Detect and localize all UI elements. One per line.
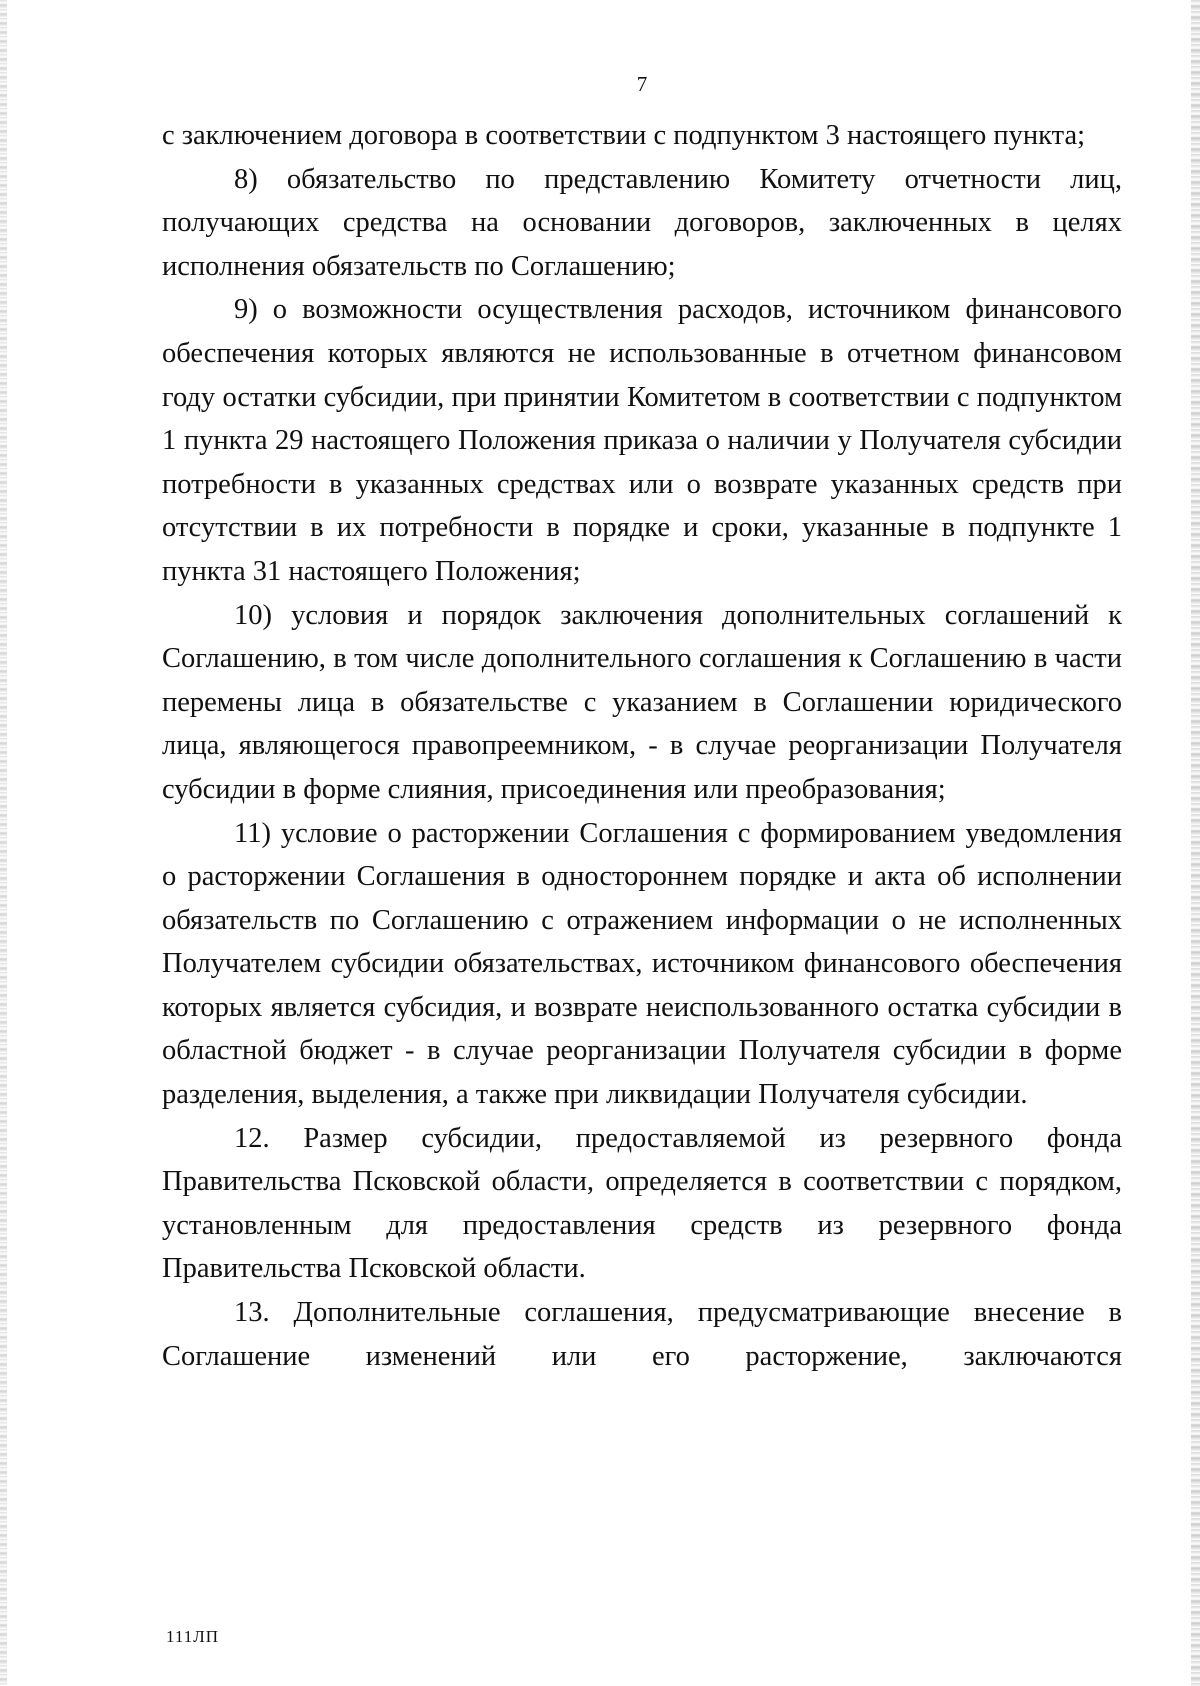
paragraph-item-9: 9) о возможности осуществления расходов, источником финансового обеспечения которых являются не использованные в отчетном финансовом году остатки субсидии, при принятии Комитетом в соответствии с подпунктом 1 пункта 29 настоящего Положения приказа о наличии у Получателя субсидии потребности в указанных средствах или о возврате указанных средств при отсутствии в их потребности в порядке и сроки, указанные в подпункте 1 пункта 31 настоящего Положения;	[162, 294, 1122, 587]
paragraph-clause-13: 13. Дополнительные соглашения, предусматривающие внесение в Соглашение изменений или его расторжение, заключаются	[162, 1297, 1122, 1372]
document-code: 111ЛП	[166, 1627, 220, 1646]
scan-edge-right	[1191, 0, 1200, 1686]
paragraph-clause-12: 12. Размер субсидии, предоставляемой из резервного фонда Правительства Псковской области, определяется в соответствии с порядком, установленным для предоставления средств из резервного фонда Правительства Псковской области.	[162, 1122, 1122, 1285]
page-number: 7	[636, 72, 648, 96]
paragraph-item-10: 10) условия и порядок заключения дополнительных соглашений к Соглашению, в том числе дополнительного соглашения к Соглашению в части перемены лица в обязательстве с указанием в Соглашении юридического лица, являющегося правопреемником, - в случае реорганизации Получателя субсидии в форме слияния, присоединения или преобразования;	[162, 599, 1122, 805]
paragraph-item-11: 11) условие о расторжении Соглашения с формированием уведомления о расторжении Соглашения в одностороннем порядке и акта об исполнении обязательств по Соглашению с отражением информации о не исполненных Получателем субсидии обязательствах, источником финансового обеспечения которых является субсидия, и возврате неиспользованного остатка субсидии в областной бюджет - в случае реорганизации Получателя субсидии в форме разделения, выделения, а также при ликвидации Получателя субсидии.	[162, 817, 1122, 1111]
paragraph-continuation: с заключением договора в соответствии с подпунктом 3 настоящего пункта;	[162, 120, 1086, 151]
scan-edge-left	[0, 0, 7, 1686]
paragraph-item-8: 8) обязательство по представлению Комитету отчетности лиц, получающих средства на основании договоров, заключенных в целях исполнения обязательств по Соглашению;	[162, 163, 1122, 282]
document-body	[162, 114, 1122, 1378]
